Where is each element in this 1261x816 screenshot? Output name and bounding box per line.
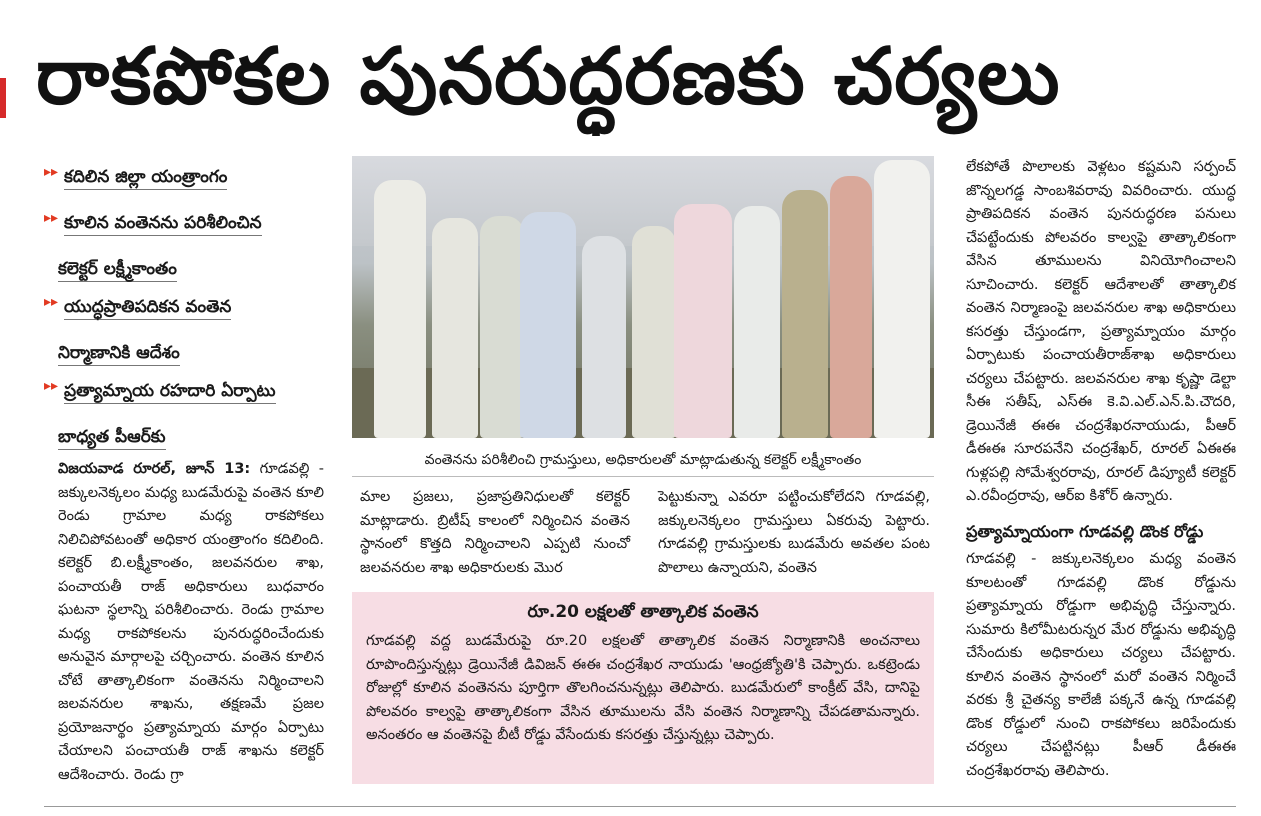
- article-column-left: [58, 458, 324, 787]
- photo-person: [520, 212, 576, 438]
- bullet-4-continued: [44, 418, 334, 456]
- photo-person: [582, 236, 626, 438]
- sidebar-box: [352, 592, 934, 784]
- box-title: రూ.20 లక్షలతో తాత్కాలిక వంతెన: [527, 602, 759, 622]
- bullet-4: [44, 372, 334, 410]
- news-photo: [352, 156, 934, 438]
- double-chevron-icon: ▸▸: [44, 210, 59, 226]
- article-column-right-2: [966, 548, 1236, 783]
- dateline: విజయవాడ రూరల్, జూన్ 13:: [58, 461, 251, 477]
- bullet-2-continued: [44, 250, 334, 288]
- article-column-right: [966, 156, 1236, 509]
- bullet-text: నిర్మాణానికి ఆదేశం: [58, 343, 180, 366]
- article-column-mid-b: [658, 486, 930, 580]
- bullet-text: కదిలిన జిల్లా యంత్రాంగం: [64, 167, 227, 190]
- photo-person: [432, 218, 478, 438]
- right-subheading: ప్రత్యామ్నాయంగా గూడవల్లి డొంక రోడ్డు: [966, 522, 1204, 541]
- photo-person: [734, 206, 780, 438]
- photo-caption: వంతెనను పరిశీలించి గ్రామస్తులు, అధికారులతో మాట్లాడుతున్న కలెక్టర్ లక్ష్మీకాంతం: [352, 444, 934, 477]
- article-text: గూడవల్లి - జక్కులనెక్కలం మధ్య వంతెన కూలటంతో గూడవల్లి డొంక రోడ్డును ప్రత్యామ్నాయ రోడ్డుగా అభివృద్ధి చేస్తున్నారు. సుమారు కిలోమీటరున్నర మేర రోడ్డును అభివృద్ధి చేసేందుకు అధికారులు చర్యలు చేపట్టారు. కూలిన వంతెన స్థానంలో మరో వంతెన నిర్మించే వరకు శ్రీ చైతన్య కాలేజీ పక్కనే ఉన్న గూడవల్లి డొంక రోడ్డులో నుంచి రాకపోకలు జరిపేందుకు చర్యలు చేపట్టినట్లు పీఆర్ డీఈఈ చంద్రశేఖరరావు తెలిపారు.: [966, 551, 1236, 779]
- section-marker: [0, 78, 6, 118]
- double-chevron-icon: ▸▸: [44, 294, 59, 310]
- photo-person: [830, 176, 872, 438]
- bottom-rule: [44, 806, 1236, 807]
- bullet-2: [44, 204, 334, 242]
- article-text: మాల ప్రజలు, ప్రజాప్రతినిధులతో కలెక్టర్ మాట్లాడారు. బ్రిటీష్ కాలంలో నిర్మించిన వంతెన స్థానంలో కొత్తది నిర్మించాలని ఎప్పటి నుంచో జలవనరుల శాఖ అధికారులకు మొర: [360, 489, 630, 576]
- photo-person: [782, 190, 828, 438]
- double-chevron-icon: ▸▸: [44, 378, 59, 394]
- bullet-3: [44, 288, 334, 326]
- photo-person: [874, 160, 930, 438]
- photo-person: [674, 204, 732, 438]
- article-text: గూడవల్లి - జక్కులనెక్కలం మధ్య బుడమేరుపై వంతెన కూలి రెండు గ్రామాల మధ్య రాకపోకలు నిలిచిపోవటంతో అధికార యంత్రాంగం కదిలింది. కలెక్టర్ బి.లక్ష్మీకాంతం, జలవనరుల శాఖ, పంచాయతీ రాజ్ అధికారులు బుధవారం ఘటనా స్థలాన్ని పరిశీలించారు. రెండు గ్రామాల మధ్య రాకపోకలను పునరుద్ధరించేందుకు అనువైన మార్గాలపై చర్చించారు. వంతెన కూలిన చోటే తాత్కాలికంగా వంతెనను నిర్మించాలని జలవనరుల శాఖను, తక్షణమే ప్రజల ప్రయోజనార్థం ప్రత్యామ్నాయ మార్గం ఏర్పాటు చేయాలని పంచాయతీ రాజ్ శాఖను కలెక్టర్ ఆదేశించారు. రెండు గ్రా: [58, 461, 324, 783]
- bullet-text: కలెక్టర్ లక్ష్మీకాంతం: [58, 259, 177, 282]
- article-column-mid-a: [360, 486, 630, 580]
- photo-person: [480, 216, 524, 438]
- double-chevron-icon: ▸▸: [44, 164, 59, 180]
- highlight-bullets: [44, 158, 334, 456]
- bullet-text: బాధ్యత పీఆర్‌కు: [58, 427, 166, 450]
- bullet-text: ప్రత్యామ్నాయ రహదారి ఏర్పాటు: [64, 381, 276, 404]
- box-text: గూడవల్లి వద్ద బుడమేరుపై రూ.20 లక్షలతో తాత్కాలిక వంతెన నిర్మాణానికి అంచనాలు రూపొందిస్తున్నట్లు డ్రెయినేజీ డివిజన్ ఈఈ చంద్రశేఖర నాయుడు 'ఆంధ్రజ్యోతి'కి చెప్పారు. ఒకట్రెండు రోజుల్లో కూలిన వంతెనను పూర్తిగా తొలగించనున్నట్లు తెలిపారు. బుడమేరులో కాంక్రీట్ వేసి, దానిపై పోలవరం కాల్వపై తాత్కాలికంగా వేసిన తూములను వేసి వంతెన నిర్మాణాన్ని చేపడతామన్నారు. అనంతరం ఆ వంతెనపై బీటీ రోడ్డు వేసేందుకు కసరత్తు చేస్తున్నట్లు చెప్పారు.: [366, 633, 920, 743]
- bullet-1: [44, 158, 334, 196]
- article-text: పెట్టుకున్నా ఎవరూ పట్టించుకోలేదని గూడవల్లి, జక్కులనెక్కలం గ్రామస్తులు ఏకరువు పెట్టారు. గూడవల్లి గ్రామస్తులకు బుడమేరు అవతల పంట పొలాలు ఉన్నాయని, వంతెన: [658, 489, 930, 576]
- bullet-3-continued: [44, 334, 334, 372]
- photo-person: [374, 180, 426, 438]
- bullet-text: కూలిన వంతెనను పరిశీలించిన: [64, 213, 262, 236]
- photo-person: [632, 226, 676, 438]
- article-text: లేకపోతే పొలాలకు వెళ్లటం కష్టమని సర్పంచ్ జొన్నలగడ్డ సాంబశివరావు వివరించారు. యుద్ధ ప్రాతిపదికన వంతెన పునరుద్ధరణ పనులు చేపట్టేందుకు పోలవరం కాల్వపై తాత్కాలికంగా వేసిన తూములను వినియోగించాలని సూచించారు. కలెక్టర్ ఆదేశాలతో తాత్కాలిక వంతెన నిర్మాణంపై జలవనరుల శాఖ అధికారులు కసరత్తు చేస్తుండగా, ప్రత్యామ్నాయం మార్గం ఏర్పాటుకు పంచాయతీరాజ్‌శాఖ అధికారులు చర్యలు చేపట్టారు. జలవనరుల శాఖ కృష్ణా డెల్టా సీఈ సతీష్, ఎస్ఈ కె.వి.ఎల్.ఎన్.పి.చౌదరి, డ్రెయినేజీ ఈఈ చంద్రశేఖరనాయుడు, పీఆర్ డీఈఈ సూరపనేని చంద్రశేఖర్, రూరల్ ఏఈఈ గుళ్లపల్లి సోమేశ్వరరావు, రూరల్ డిప్యూటీ కలెక్టర్ ఎ.రవీంద్రరావు, ఆర్ఐ కిశోర్ ఉన్నారు.: [966, 159, 1236, 504]
- headline: రాకపోకల పునరుద్ధరణకు చర్యలు: [36, 32, 1061, 122]
- bullet-text: యుద్ధప్రాతిపదికన వంతెన: [64, 297, 231, 320]
